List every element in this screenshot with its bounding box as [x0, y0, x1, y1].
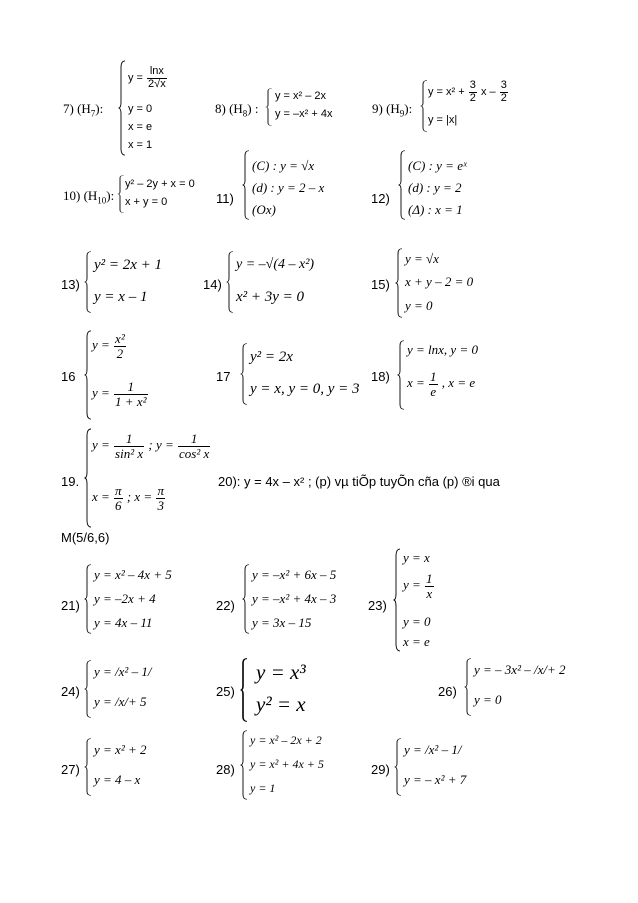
problem-11-system: (C) : y = √x (d) : y = 2 – x (Ox) — [242, 150, 352, 220]
problem-26-label: 26) — [438, 684, 457, 699]
problem-10-label: 10) $(H_{10})$: — [63, 188, 115, 206]
problem-14-label: 14) — [203, 277, 222, 292]
problem-10-system: y² – 2y + x = 0 x + y = 0 — [117, 175, 227, 213]
problem-8-label: 8) $(H_8)$ : — [215, 101, 259, 119]
problem-8-system: y = x² – 2x y = –x² + 4x — [265, 88, 375, 126]
problem-18-system: y = lnx, y = 0 x = $\frac{1}{e}$ , x = e — [397, 340, 527, 410]
problem-28-label: 28) — [216, 762, 235, 777]
problem-14-system: y = –√(4 – x²) x² + 3y = 0 — [226, 251, 346, 313]
problem-19-system: y = $\frac{1}{\text{sin² x}}$ ; y = $\frac{1}{\text{cos² x}}$ x = $\frac{\pi}{6}$ ; x = $\frac{\pi}{3}$ — [84, 428, 224, 528]
problem-13-system: y² = 2x + 1 y = x – 1 — [84, 251, 194, 313]
problem-21-system: y = x² – 4x + 5 y = –2x + 4 y = 4x – 11 — [84, 564, 194, 634]
problem-15-label: 15) — [371, 277, 390, 292]
problem-24-system: y = /x² – 1/ y = /x/+ 5 — [84, 660, 194, 718]
problem-17-label: 17 — [216, 369, 231, 384]
problem-25-system: y = x³ y² = x — [240, 658, 350, 722]
problem-27-label: 27) — [61, 762, 80, 777]
problem-12-label: 12) — [371, 191, 390, 206]
problem-21-label: 21) — [61, 598, 80, 613]
problem-20-text: 20): y = 4x – x² ; (p) vµ tiÕp tuyÕn cña (p) ®i qua — [218, 474, 500, 489]
problem-11-label: 11) — [216, 191, 234, 206]
problem-23-system: y = x y = $\frac{1}{x}$ y = 0 x = e — [393, 548, 493, 652]
problem-24-label: 24) — [61, 684, 80, 699]
brace-icon — [118, 60, 126, 156]
problem-9-system: y = x² + $\frac{3}{2}$ x – $\frac{3}{2}$ y = |x| — [420, 80, 550, 132]
problem-7-label: 7) $(H_7)$: — [63, 101, 104, 119]
problem-7-system: y = $\frac{\ln x}{2√x}$ y = 0 x = e x = 1 — [118, 60, 228, 156]
problem-15-system: y = √x x + y – 2 = 0 y = 0 — [395, 248, 505, 318]
problem-26-system: y = – 3x² – /x/+ 2 y = 0 — [464, 658, 594, 716]
problem-9-label: 9) $(H_9)$: — [372, 101, 413, 119]
problem-29-label: 29) — [371, 762, 390, 777]
problem-16-label: 16 — [61, 369, 76, 384]
problem-18-label: 18) — [371, 369, 390, 384]
problem-17-system: y² = 2x y = x, y = 0, y = 3 — [240, 343, 370, 405]
problem-22-label: 22) — [216, 598, 235, 613]
problem-27-system: y = x² + 2 y = 4 – x — [84, 738, 194, 796]
problem-13-label: 13) — [61, 277, 80, 292]
problem-22-system: y = –x² + 6x – 5 y = –x² + 4x – 3 y = 3x – 15 — [242, 564, 362, 634]
problem-20-point: M(5/6,6) — [61, 530, 110, 545]
problem-23-label: 23) — [368, 598, 387, 613]
problem-19-label: 19. — [61, 474, 80, 489]
problem-29-system: y = /x² – 1/ y = – x² + 7 — [394, 738, 514, 796]
problem-16-system: y = $\frac{\text{x²}}{2}$ y = $\frac{1}{\text{1 + x²}}$ — [84, 330, 194, 420]
problem-25-label: 25) — [216, 684, 235, 699]
problem-28-system: y = x² – 2x + 2 y = x² + 4x + 5 y = 1 — [240, 730, 360, 800]
problem-12-system: (C) : y = eˣ (d) : y = 2 (Δ) : x = 1 — [398, 150, 508, 220]
